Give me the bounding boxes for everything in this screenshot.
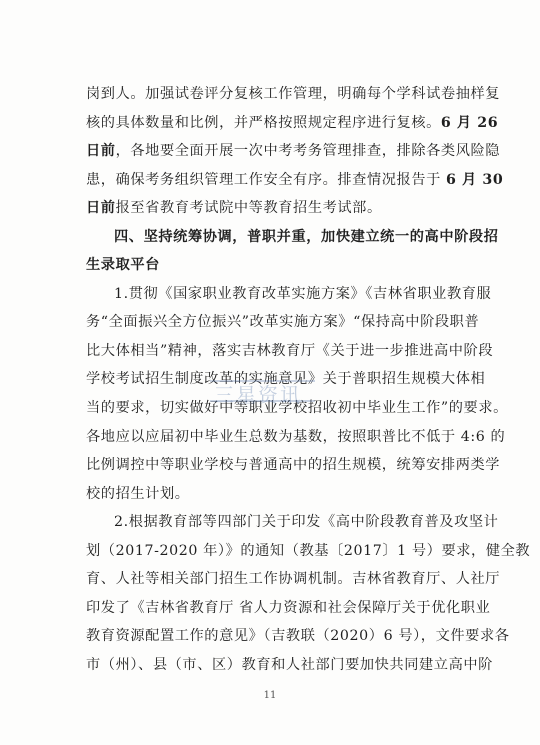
text-line [86,651,493,680]
text-segment: ，各地要全面开展一次中考考务管理排查，排除各类风险隐 [115,143,501,160]
bold-text-segment: 日前 [86,143,116,160]
text-line [86,480,478,509]
bold-text-segment: 四、坚持统筹协调，普职并重，加快建立统一的高中阶段招 [114,228,499,245]
text-segment: 学校考试招生制度改革的实施意见》关于普职招生规模大体相 [86,371,486,388]
text-line [86,423,506,452]
text-segment: 印发了《吉林省教育厅 省人力资源和社会保障厅关于优化职业 [86,599,491,616]
bold-text-segment: 生录取平台 [86,257,160,274]
text-line [86,109,499,138]
text-segment: 比大体相当”精神，落实吉林教育厅《关于进一步推进高中阶段 [86,342,494,359]
text-segment: 比例调控中等职业学校与普通高中的招生规模，统筹安排两类学 [86,457,501,474]
text-line [86,280,492,309]
text-line [86,594,491,623]
text-segment: 各地应以应届初中毕业生总数为基数，按照职普比不低于 4:6 的 [86,428,506,445]
text-line [86,508,499,537]
text-segment: 务“全面振兴全方位振兴”改革实施方案》“保持高中阶段职普 [86,314,480,331]
text-line [86,194,478,223]
text-segment: 核的具体数量和比例，并严格按照规定程序进行复核。 [86,114,441,131]
text-segment: 划（2017-2020 年）》的通知（教基〔2017〕1 号）要求，健全教 [86,542,531,559]
text-segment: 1.贯彻《国家职业教育改革实施方案》《吉林省职业教育服 [114,285,492,302]
text-line [86,565,501,594]
text-line [86,451,501,480]
text-segment: 2.根据教育部等四部门关于印发《高中阶段教育普及攻坚计 [114,514,499,531]
text-line [86,137,501,166]
text-segment: 患，确保考务组织管理工作安全有序。排查情况报告于 [86,171,447,188]
text-segment: 报至省教育考试院中等教育招生考试部。 [115,200,382,217]
text-line [86,251,478,280]
text-line [86,80,501,109]
text-segment: 市（州）、县（市、区）教育和人社部门要加快共同建立高中阶 [86,656,493,673]
page-number: 11 [263,690,277,701]
text-segment: 育、人社等相关部门招生工作协调机制。吉林省教育厅、人社厅 [86,571,501,588]
text-segment: 教育资源配置工作的意见》（吉教联（2020）6 号），文件要求各 [86,628,510,645]
text-line [86,622,510,651]
bold-text-segment: 日前 [86,200,116,217]
text-segment: 岗到人。加强试卷评分复核工作管理，明确每个学科试卷抽样复 [86,86,501,102]
bold-text-segment: 6 月 26 [440,114,499,131]
text-segment: 校的招生计划。 [86,485,190,502]
text-line [86,337,494,366]
text-line [86,223,499,252]
watermark-text: 三星资讯 [214,383,302,407]
bold-text-segment: 6 月 30 [446,171,504,188]
text-segment: 当的要求，切实做好中等职业学校招收初中毕业生工作”的要求。 [86,400,508,417]
text-line [86,166,504,195]
text-line [86,537,531,566]
text-line [86,308,478,337]
